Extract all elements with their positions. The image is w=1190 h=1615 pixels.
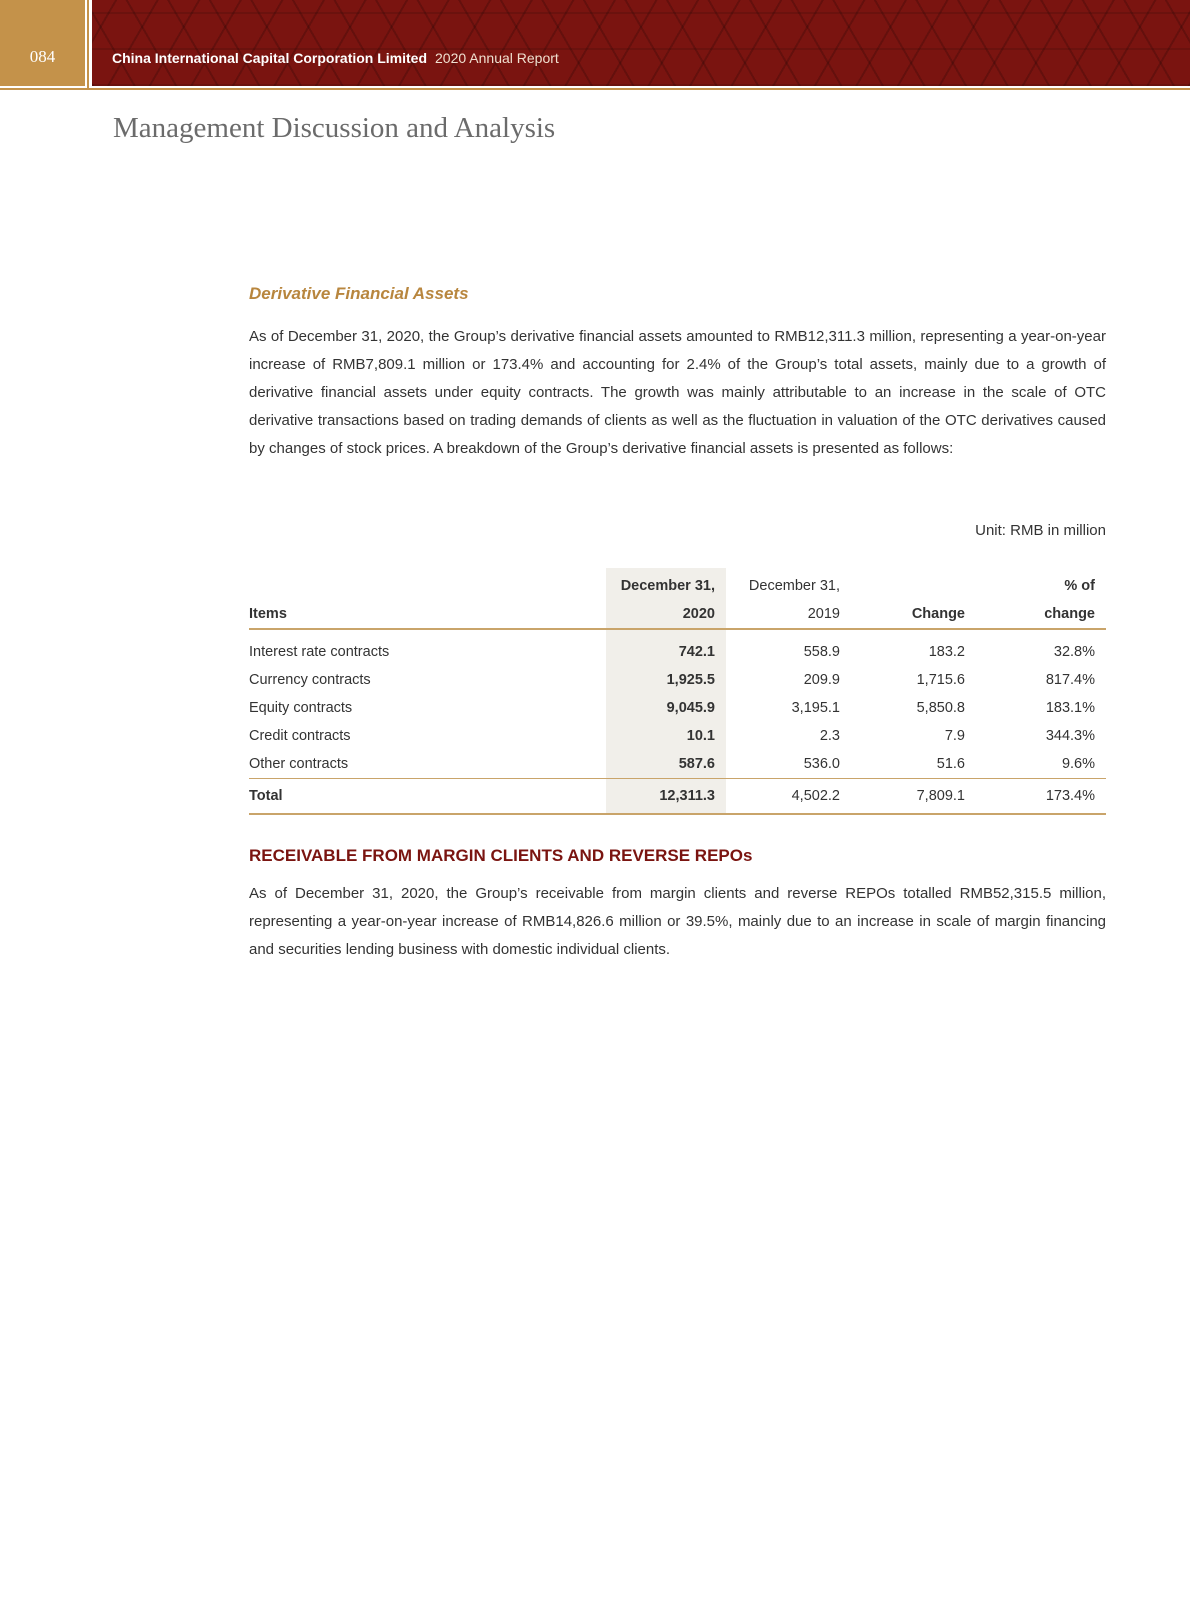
table-row	[249, 629, 1106, 666]
table-cell: 183.2	[928, 644, 965, 660]
table-cell: Interest rate contracts	[249, 644, 390, 660]
table-cell: 1,715.6	[916, 672, 965, 688]
col-items: Items	[249, 568, 606, 629]
table-row	[249, 694, 1106, 722]
derivatives-heading: Derivative Financial Assets	[249, 284, 469, 303]
divider	[87, 0, 89, 90]
table-cell: 2.3	[819, 728, 840, 744]
table-cell: 5,850.8	[916, 700, 965, 716]
table-cell: 536.0	[803, 756, 840, 772]
header-rule	[0, 88, 1190, 90]
table-cell: 173.4%	[976, 779, 1106, 815]
margin-paragraph: As of December 31, 2020, the Group’s receivable from margin clients and reverse REPOs totalled RMB52,315.5 million, representing a year-on-year increase of RMB14,826.6 million or 39.5%, mainly due to an increase in scale of margin financing and securities lending business with domestic individual clients.	[249, 885, 1106, 958]
table-cell: 4,502.2	[726, 779, 851, 815]
table-row	[249, 666, 1106, 694]
table-cell: Currency contracts	[249, 672, 371, 688]
table-cell: 209.9	[803, 672, 840, 688]
table-cell: 3,195.1	[791, 700, 840, 716]
header-banner	[92, 0, 1190, 86]
col-change: Change	[851, 568, 976, 629]
table-cell: 32.8%	[1053, 644, 1095, 660]
table-row	[249, 750, 1106, 779]
table-cell: 7.9	[944, 728, 965, 744]
table-total-row	[249, 779, 1106, 815]
table-cell: 9.6%	[1061, 756, 1095, 772]
table-cell: 742.1	[606, 629, 726, 666]
table-cell: Other contracts	[249, 756, 349, 772]
col-2020: December 31, 2020	[606, 568, 726, 629]
derivatives-table	[249, 568, 1106, 815]
table-row	[249, 722, 1106, 750]
table-cell: 558.9	[803, 644, 840, 660]
table-cell: 51.6	[936, 756, 965, 772]
col-2019: December 31, 2019	[726, 568, 851, 629]
table-header-row	[249, 568, 1106, 629]
col-pct-change: % of change	[976, 568, 1106, 629]
table-cell: 817.4%	[1045, 672, 1095, 688]
section-title: Management Discussion and Analysis	[113, 112, 556, 144]
table-cell: 7,809.1	[851, 779, 976, 815]
page-number: 084	[0, 0, 85, 86]
table-cell: 9,045.9	[606, 694, 726, 722]
company-name: China International Capital Corporation Limited	[112, 50, 428, 66]
table-cell: Credit contracts	[249, 728, 351, 744]
table-cell: 183.1%	[1045, 700, 1095, 716]
table-cell: 12,311.3	[606, 779, 726, 815]
table-cell: 344.3%	[1045, 728, 1095, 744]
margin-heading: RECEIVABLE FROM MARGIN CLIENTS AND REVERSE REPOs	[249, 846, 753, 865]
report-name: 2020 Annual Report	[435, 50, 559, 66]
table-cell: Total	[249, 779, 606, 815]
table-cell: Equity contracts	[249, 700, 353, 716]
table-cell: 10.1	[606, 722, 726, 750]
derivatives-paragraph: As of December 31, 2020, the Group’s derivative financial assets amounted to RMB12,311.3 million, representing a year-on-year increase of RMB7,809.1 million or 173.4% and accounting for 2.4% of the Group’s total assets, mainly due to a growth of derivative financial assets under equity contracts. The growth was mainly attributable to an increase in the scale of OTC derivative transactions based on trading demands of clients as well as the fluctuation in valuation of the OTC derivatives caused by changes of stock prices. A breakdown of the Group’s derivative financial assets is presented as follows:	[249, 328, 1106, 457]
table-cell: 587.6	[606, 750, 726, 779]
unit-label: Unit: RMB in million	[975, 522, 1106, 539]
table-cell: 1,925.5	[606, 666, 726, 694]
